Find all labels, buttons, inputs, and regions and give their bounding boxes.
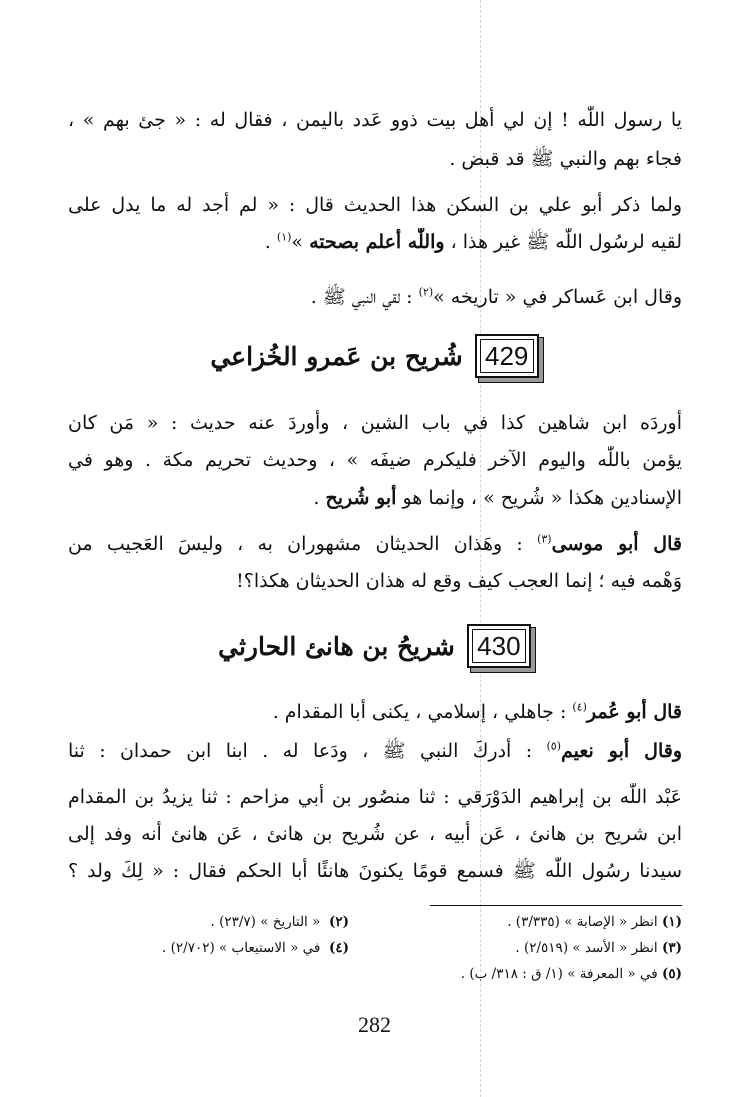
footnote-ref: (٢)	[418, 285, 434, 299]
footnote-1: (١) انظر « الإصابة » (٣/٣٣٥) .	[507, 914, 682, 930]
entry-title: شريحُ بن هانئ الحارثي	[218, 631, 455, 661]
text-line: قال أبو عُمر$^{(٤)}$ : جاهلي ، إسلامي ، يكنى أبا المقدام .	[272, 700, 682, 723]
text-line: قال أبو موسى$^{(٣)}$ : وهَذان الحديثان مشهوران به ، وليسَ العَجيب من	[68, 532, 682, 555]
footnote-ref: (٣)	[537, 532, 552, 546]
footnote-3: (٣) انظر « الأسد » (٢/٥١٩) .	[515, 940, 682, 956]
bold-phrase: قال أبو موسى	[551, 533, 682, 555]
text-line: ولما ذكر أبو علي بن السكن هذا الحديث قال : « لم أجد له ما يدل على	[68, 194, 682, 216]
entry-title: شُريح بن عَمرو الخُزاعي	[210, 341, 463, 371]
footnote-5: (٥) في « المعرفة » (١/ ق : ٣١٨/ ب) .	[460, 966, 682, 982]
text-line: يؤمن باللّٰه واليوم الآخر فليكرم ضيفَه » ، وحديث تحريم مكة . وهو في	[68, 449, 682, 471]
text-line: سيدنا رسُول اللّٰه ﷺ فسمع قومًا يكنونَ هانئًا أبا الحكم فقال : « لِكَ ولد ؟	[68, 860, 682, 882]
entry-number: 430	[477, 630, 521, 661]
text-line: فجاء بهم والنبي ﷺ قد قبض .	[449, 148, 682, 170]
bold-phrase: قال أبو عُمر	[586, 701, 682, 723]
text-line: وَهْمه فيه ؛ إنما العجب كيف وقع له هذان الحديثان هكذا؟!	[236, 570, 682, 592]
entry-heading-429	[0, 334, 749, 378]
footnote-2: (٢) « التاريخ » (٢٣/٧) .	[210, 914, 349, 930]
bold-phrase: أبو شُريح	[325, 487, 397, 509]
footnote-ref: (١)	[276, 230, 292, 244]
entry-number-box	[467, 624, 531, 668]
entry-number: 429	[485, 340, 529, 371]
footnote-ref: (٥)	[546, 739, 562, 753]
text-line: عَبْد اللّٰه بن إبراهيم الدَوْرَقي : ثنا منصُور بن أبي مزاحم : ثنا يزيدُ بن المقدام	[68, 786, 682, 808]
text-line: يا رسول اللّٰه ! إن لي أهل بيت ذوو عَدد باليمن ، فقال له : « جئ بهم » ،	[68, 109, 682, 131]
footnote-separator	[430, 905, 682, 906]
text-line: وقال ابن عَساكر في « تاريخه »$^{(٢)}$ : لقي النبي ﷺ .	[310, 285, 682, 308]
text-line: الإسنادين هكذا « شُريح » ، وإنما هو أبو شُريح .	[313, 487, 682, 509]
entry-heading-430	[0, 624, 749, 668]
footnote-ref: (٤)	[572, 700, 587, 714]
entry-number-box	[475, 334, 539, 378]
footnote-4: (٤) في « الاستيعاب » (٢/٧٠٢) .	[162, 940, 349, 956]
bold-phrase: وقال أبو نعيم	[561, 740, 682, 762]
text-line: لقيه لرسُول اللّٰه ﷺ غير هذا ، واللّٰه أعلم بصحته »$^{(١)}$ .	[264, 230, 682, 253]
bold-phrase: واللّٰه أعلم بصحته	[309, 231, 445, 253]
text-line: ابن شريح بن هانئ ، عَن أبيه ، عن شُريح بن هانئ ، عَن هانئ أنه وفد إلى	[68, 823, 682, 845]
text-line: أوردَه ابن شاهين كذا في باب الشين ، وأوردَ عنه حديث : « مَن كان	[68, 412, 682, 434]
page-number: 282	[358, 1012, 391, 1037]
text-line: وقال أبو نعيم$^{(٥)}$ : أدركَ النبي ﷺ ، ودَعا له . ابنا ابن حمدان : ثنا	[68, 739, 682, 762]
